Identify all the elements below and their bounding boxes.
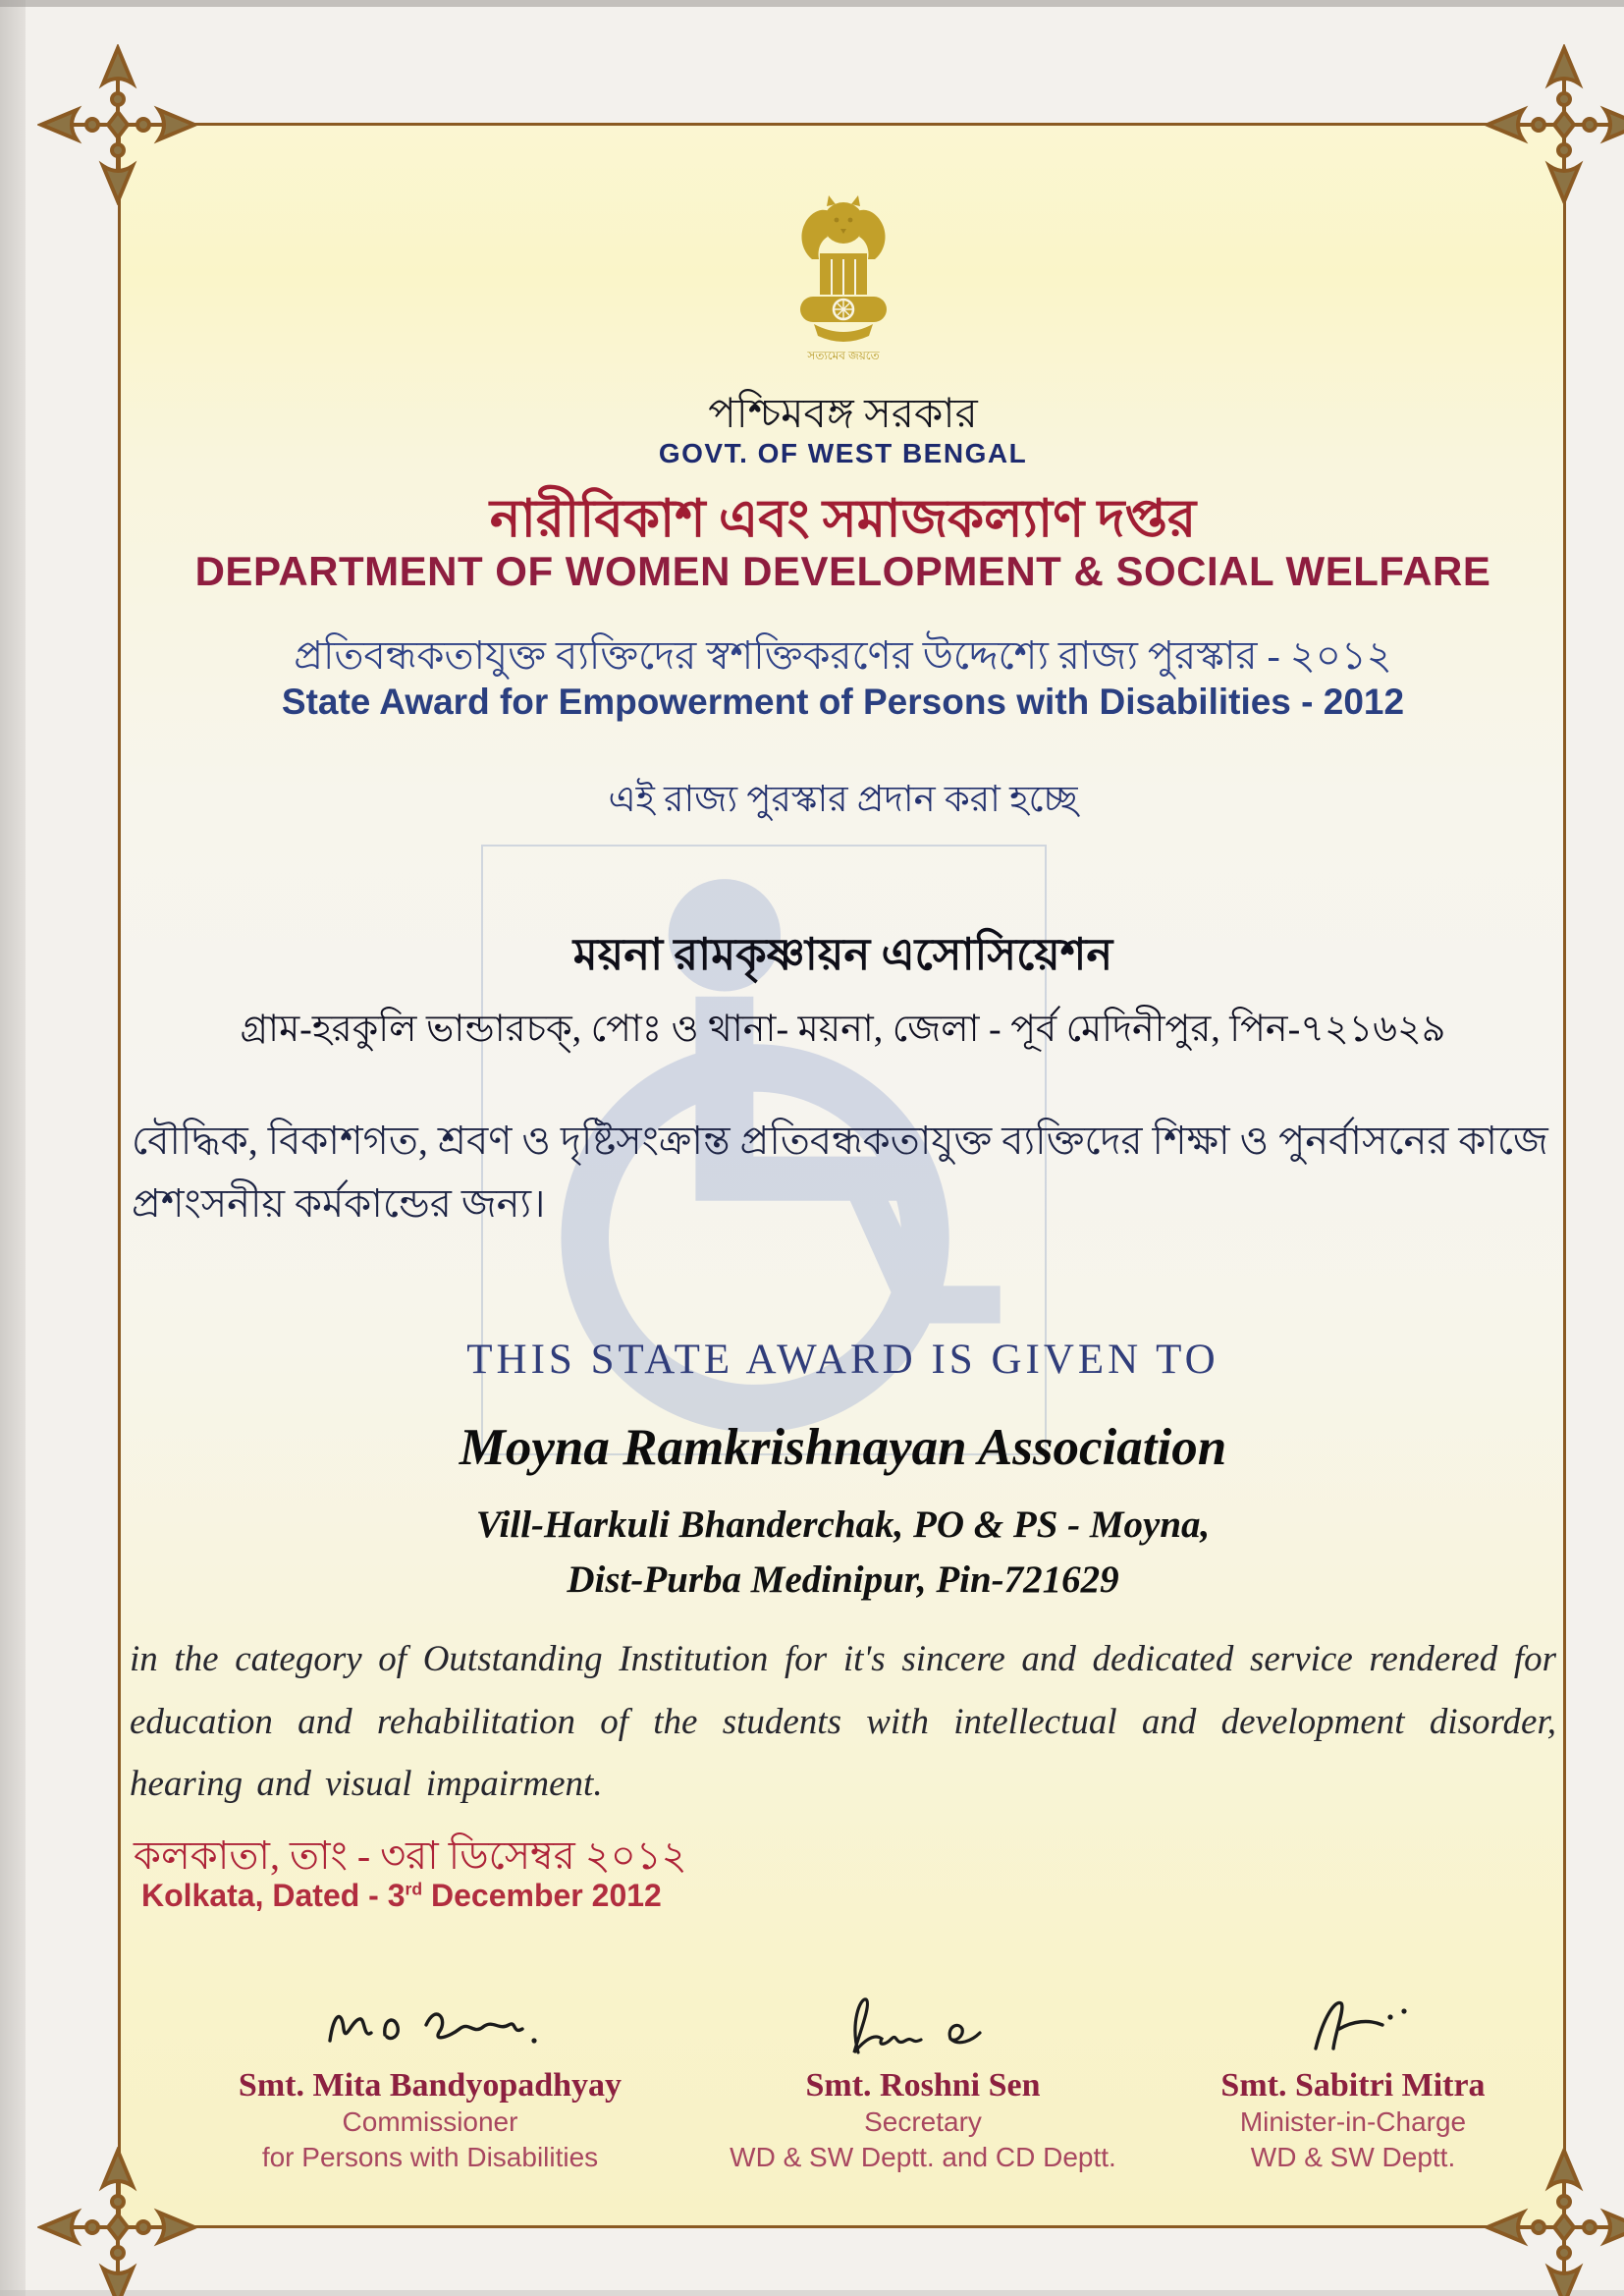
award-title-bengali: প্রতিবন্ধকতাযুক্ত ব্যক্তিদের স্বশক্তিকরণের উদ্দেশ্যে রাজ্য পুরস্কার - ২০১২ bbox=[294, 633, 1392, 678]
ashoka-lion-capital-emblem-icon bbox=[785, 181, 902, 377]
signatory-dept: WD & SW Deptt. bbox=[1250, 2141, 1456, 2172]
date-line-english: Kolkata, Dated - 3rd December 2012 bbox=[141, 1878, 662, 1913]
scan-edge-bottom bbox=[0, 2290, 1624, 2296]
recipient-name-english: Moyna Ramkrishnayan Association bbox=[459, 1419, 1227, 1476]
signatory-dept: for Persons with Disabilities bbox=[261, 2141, 599, 2172]
signatory-name: Smt. Sabitri Mitra bbox=[1220, 2067, 1486, 2104]
scan-edge-top bbox=[0, 0, 1624, 7]
signatory-title: Commissioner bbox=[342, 2106, 518, 2137]
presenting-line-bengali: এই রাজ্য পুরস্কার প্রদান করা হচ্ছে bbox=[608, 780, 1078, 820]
recipient-address-bengali: গ্রাম-হরকুলি ভান্ডারচক্, পোঃ ও থানা- ময়না, জেলা - পূর্ব মেদিনীপুর, পিন-৭২১৬২৯ bbox=[240, 1009, 1446, 1050]
signature-block-commissioner bbox=[214, 1990, 646, 2175]
emblem-motto: সত্যমেব জয়তে bbox=[806, 349, 880, 362]
department-name-english: DEPARTMENT OF WOMEN DEVELOPMENT & SOCIAL WELFARE bbox=[194, 548, 1491, 594]
award-title-english: State Award for Empowerment of Persons with Disabilities - 2012 bbox=[281, 682, 1405, 722]
signature-block-secretary bbox=[707, 1990, 1139, 2175]
govt-name-bengali: পশ্চিমবঙ্গ সরকার bbox=[708, 392, 978, 437]
signature-block-minister bbox=[1137, 1990, 1569, 2175]
citation-english: in the category of Outstanding Institution for it's sincere and dedicated service rendered for education and rehabilitation of the students with intellectual and development disorder, hearing and visual impairment. bbox=[130, 1639, 1556, 1805]
certificate-content bbox=[120, 124, 1566, 2227]
recipient-address-english-line1: Vill-Harkuli Bhanderchak, PO & PS - Moyna, bbox=[475, 1503, 1211, 1546]
signatory-title: Secretary bbox=[864, 2106, 982, 2137]
ordinal-suffix: rd bbox=[405, 1879, 423, 1899]
signatory-title: Minister-in-Charge bbox=[1239, 2106, 1467, 2137]
date-line-bengali: কলকাতা, তাং - ৩রা ডিসেম্বর ২০১২ bbox=[134, 1833, 687, 1878]
scan-edge-left bbox=[0, 0, 26, 2296]
department-name-bengali: নারীবিকাশ এবং সমাজকল্যাণ দপ্তর bbox=[489, 491, 1197, 548]
recipient-address-english-line2: Dist-Purba Medinipur, Pin-721629 bbox=[567, 1558, 1119, 1601]
govt-name-english: GOVT. OF WEST BENGAL bbox=[658, 438, 1028, 468]
recipient-name-bengali: ময়না রামকৃষ্ণায়ন এসোসিয়েশন bbox=[572, 930, 1113, 979]
signature-scribble-icon bbox=[302, 1990, 558, 2060]
citation-bengali: বৌদ্ধিক, বিকাশগত, শ্রবণ ও দৃষ্টিসংক্রান্ত প্রতিবন্ধকতাযুক্ত ব্যক্তিদের শিক্ষা ও পুনর্বাসনের কাজে প্রশংসনীয় কর্মকান্ডের জন্য। bbox=[132, 1119, 1548, 1226]
given-to-heading: THIS STATE AWARD IS GIVEN TO bbox=[466, 1337, 1219, 1383]
signature-scribble-icon bbox=[795, 1990, 1051, 2060]
signatory-dept: WD & SW Deptt. and CD Deptt. bbox=[730, 2141, 1116, 2172]
signature-scribble-icon bbox=[1225, 1990, 1481, 2060]
signatory-name: Smt. Roshni Sen bbox=[805, 2067, 1041, 2104]
signatory-name: Smt. Mita Bandyopadhyay bbox=[238, 2067, 623, 2104]
